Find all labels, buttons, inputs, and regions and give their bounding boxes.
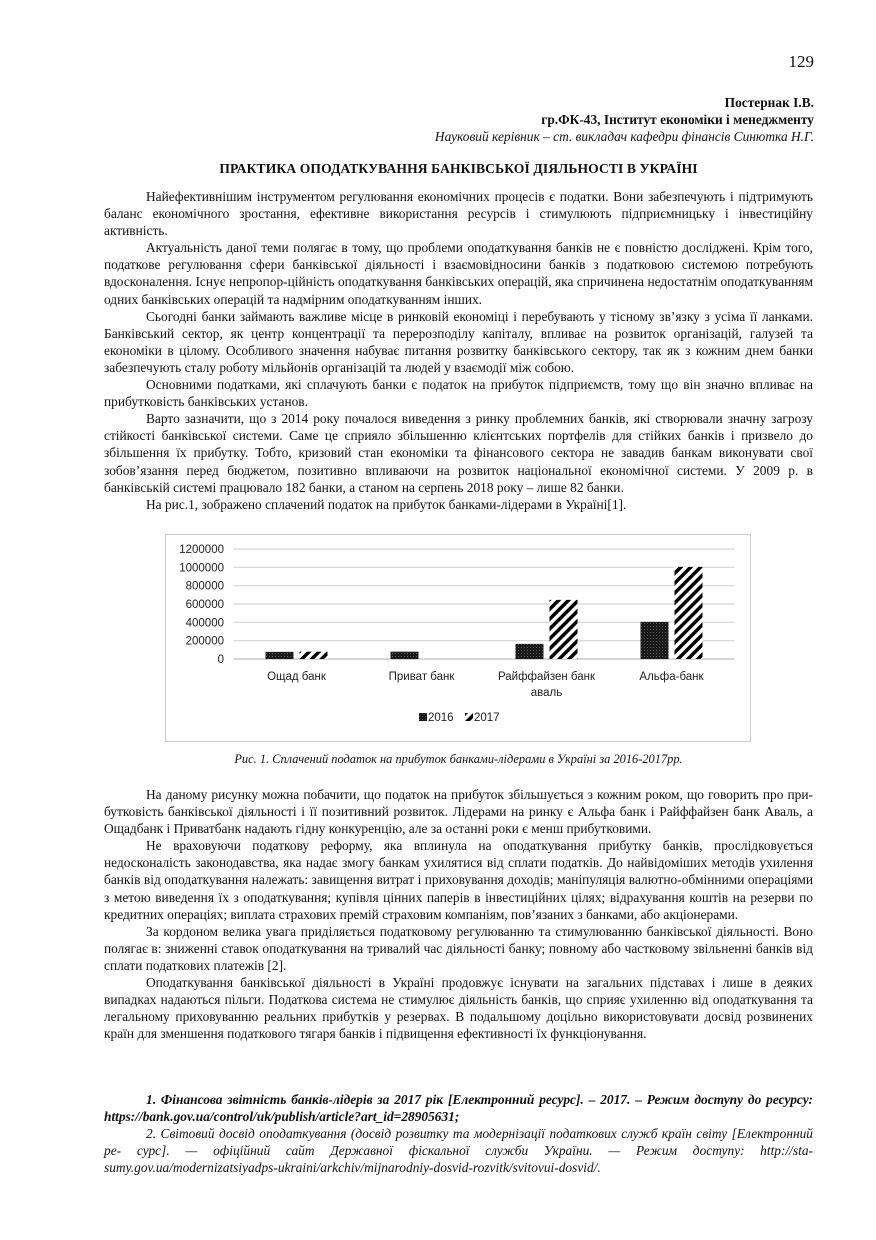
paragraph: За кордоном велика увага приділяється податковому регулюванню та стимулюванню банківської діяльності. Воно полягає в: зниженні ставок оподаткування на тривалий час діяльності банку; повному або частковому звільненні банків від сплати податкових платежів [2]. bbox=[104, 923, 813, 973]
bar-chart bbox=[166, 535, 752, 743]
paragraph: Найефективнішим інструментом регулювання економічних процесів є податки. Вони забезпечують і підтримують баланс економічного зростання, ефективне використання ресурсів і стимулюють підприємницьку і інвестиційну активність. bbox=[104, 189, 813, 239]
page-number: 129 bbox=[788, 52, 814, 71]
author-affiliation: гр.ФК-43, Інститут економіки і менеджменту bbox=[541, 112, 814, 127]
author-name: Постернак І.В. bbox=[724, 95, 814, 110]
bar-2017-3 bbox=[675, 567, 703, 659]
paragraph: На даному рисунку можна побачити, що податок на прибуток збільшується з кожним роком, що говорить про при-бутковість банківської діяльності і її позитивний розвиток. Лідерами на ринку є Альфа банк і Райффайзен банк Аваль, а Ощадбанк і Приватбанк надають гідну конкуренцію, але за останні роки є менш прибутковими. bbox=[104, 787, 813, 837]
bar-2016-1 bbox=[391, 652, 419, 659]
paragraph: Актуальність даної теми полягає в тому, що проблеми оподаткування банків не є повністю досліджені. Крім того, податкове регулювання сфери банківської діяльності і взаємовідносини банків з податковою системою потребують вдосконалення. Існує непропор-ційність оподаткування банківських операцій, яка спричинена недостатнім оподаткуванням одних банківських операцій та надмірним оподаткуванням інших. bbox=[104, 240, 813, 307]
bar-2016-2 bbox=[516, 644, 544, 659]
references bbox=[104, 1091, 813, 1176]
paragraph: Варто зазначити, що з 2014 року почалося виведення з ринку проблемних банків, які створювали значну загрозу стійкості банківської системи. Саме це сприяло збільшенню клієнтських портфелів для стійких банків і призвело до збільшення їх прибутку. Тобто, кризовий стан економіки та фінансового сектора не завадив банкам виконувати свої зобов’язання перед бюджетом, позитивно впливаючи на розвиток національної економічної системи. У 2009 р. в банківській системі працювало 182 банки, а станом на серпень 2018 року – лише 82 банки. bbox=[104, 411, 813, 495]
y-tick-label: 1200000 bbox=[179, 544, 224, 556]
x-tick-label: Приват банк bbox=[388, 671, 455, 683]
bar-2016-3 bbox=[641, 622, 669, 659]
x-tick-label: аваль bbox=[530, 687, 563, 699]
paragraph: Сьогодні банки займають важливе місце в ринковій економіці і перебувають у тісному зв’язку з усіма її ланками. Банківський сектор, як центр концентрації та перерозподілу капіталу, впливає на розвиток організацій, галузей та економіки в цілому. Особливого значення набуває питання розвитку банківського сектору, так як з кожним днем банки забезпечують сталу роботу мільйонів організацій та людей у взаємодії між собою. bbox=[104, 308, 813, 375]
x-tick-label: Райффайзен банк bbox=[497, 671, 596, 683]
paper-title: ПРАКТИКА ОПОДАТКУВАННЯ БАНКІВСЬКОЇ ДІЯЛЬНОСТІ В УКРАЇНІ bbox=[219, 161, 698, 176]
bar-2016-0 bbox=[266, 652, 294, 659]
bar-chart-figure bbox=[165, 534, 751, 742]
x-tick-label: Ощад банк bbox=[267, 671, 326, 683]
paragraph: Основними податками, які сплачують банки є податок на прибуток підприємств, тому що він значно впливає на прибутковість банківських установ. bbox=[104, 377, 813, 410]
paragraph: На рис.1, зображено сплачений податок на прибуток банками-лідерами в Україні[1]. bbox=[146, 496, 627, 512]
body-section-1 bbox=[104, 188, 813, 513]
figure-caption: Рис. 1. Сплачений податок на прибуток банками-лідерами в Україні за 2016-2017рр. bbox=[234, 752, 683, 766]
paragraph: Оподаткування банківської діяльності в Україні продовжує існувати на загальних підставах і лише в деяких випадках надаються пільги. Податкова система не стимулює діяльність банків, що сприяє ухиленню від оподаткування та легальному приховуванню реальних прибутків у резервах. В подальшому доцільно використовувати досвід розвинених країн для зменшення податкового тягаря банків і підвищення ефективності їх функціонування. bbox=[104, 975, 813, 1042]
legend-label: 2017 bbox=[474, 712, 500, 724]
y-tick-label: 200000 bbox=[185, 635, 224, 648]
y-tick-label: 600000 bbox=[185, 599, 224, 611]
reference-item: 1. Фінансова звітність банків-лідерів за 2017 рік [Електронний ресурс]. – 2017. – Режим доступу до ресурсу: https://bank.gov.ua/control/uk/publish/article?art_id=28905631; bbox=[104, 1092, 813, 1125]
legend-swatch-2016 bbox=[419, 713, 427, 721]
reference-item: 2. Світовий досвід оподаткування (досвід розвитку та модернізації податкових служб країн світу [Електронний ре- сурс]. — офіційний сайт Державної фіскальної служби України. — Режим доступу: http://sta-sumy.gov.ua/modernizatsiyadps-ukraini/arkchiv/mijnarodniy-dosvid-rozvitk/svitovui-dosvid/. bbox=[104, 1126, 813, 1176]
paragraph: Не враховуючи податкову реформу, яка вплинула на оподаткування прибутку банків, прослідковується недосконаліcть законодавства, яка надає змогу банкам ухилятися від сплати податків. До найвідоміших методів ухилення банків від оподаткування належать: завищення витрат і приховування доходів; маніпуляція валютно-обмінними операціями з метою виведення їх з оподаткування; купівля цінних паперів в інвестиційних цілях; відрахування коштів на резерви по кредитних операціях; виплата страхових премій страховим компаніям, пов’язаних з банками, або акціонерами. bbox=[104, 838, 813, 922]
bar-2017-0 bbox=[300, 652, 328, 659]
y-tick-label: 800000 bbox=[185, 580, 224, 593]
legend-swatch-2017 bbox=[465, 713, 473, 721]
legend-label: 2016 bbox=[428, 712, 454, 724]
x-tick-label: Альфа-банк bbox=[639, 671, 704, 683]
y-tick-label: 0 bbox=[217, 654, 224, 666]
y-tick-label: 400000 bbox=[185, 617, 224, 630]
body-section-2 bbox=[104, 786, 813, 1042]
y-tick-label: 1000000 bbox=[179, 562, 224, 575]
author-supervisor: Науковий керівник – ст. викладач кафедри фінансів Синютка Н.Г. bbox=[434, 129, 814, 144]
bar-2017-2 bbox=[550, 600, 578, 659]
